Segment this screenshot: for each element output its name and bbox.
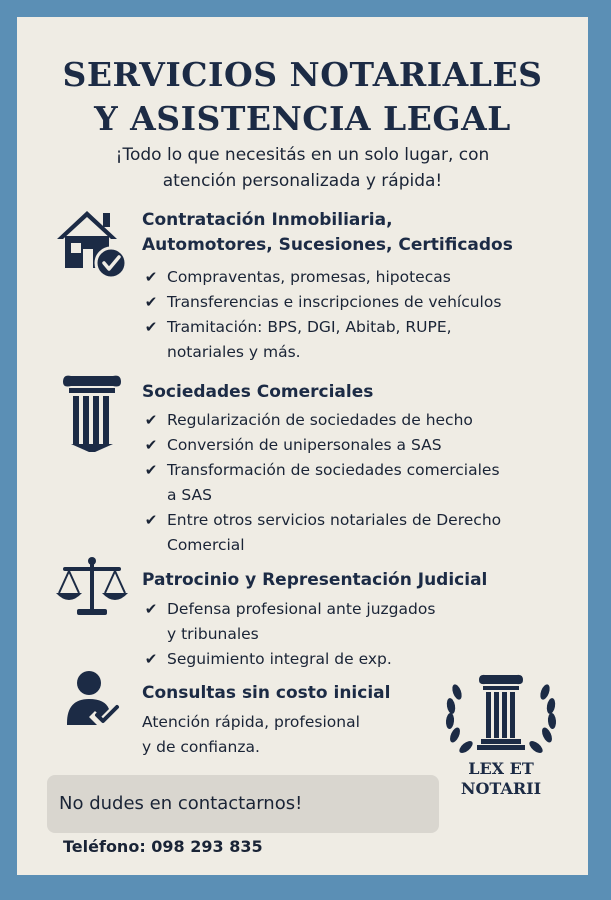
title-line-1: SERVICIOS NOTARIALES xyxy=(62,55,543,94)
check-icon: ✔ xyxy=(144,436,158,454)
item-list xyxy=(142,408,578,558)
list-item: ✔ Entre otros servicios notariales de Derecho Comercial xyxy=(142,508,578,558)
laurel-column-icon xyxy=(435,672,567,764)
logo-text: LEX ET NOTARII xyxy=(460,759,542,798)
check-icon: ✔ xyxy=(144,650,158,668)
subtitle-line-1: ¡Todo lo que necesitás en un solo lugar, con xyxy=(115,145,490,165)
list-item: ✔ Conversión de unipersonales a SAS xyxy=(142,433,578,458)
scales-icon xyxy=(55,555,129,617)
section-title: Consultas sin costo inicial xyxy=(142,683,391,703)
check-icon: ✔ xyxy=(144,318,158,336)
subtitle xyxy=(37,142,568,194)
list-item: ✔ Defensa profesional ante juzgados y tribunales xyxy=(142,597,578,647)
list-item: ✔ Transformación de sociedades comerciales a SAS xyxy=(142,458,578,508)
check-icon: ✔ xyxy=(144,293,158,311)
list-item: ✔ Compraventas, promesas, hipotecas xyxy=(142,265,578,290)
item-list xyxy=(142,265,578,365)
contact-banner xyxy=(47,775,439,833)
column-icon xyxy=(59,372,125,454)
section-title: Patrocinio y Representación Judicial xyxy=(142,570,488,590)
check-icon: ✔ xyxy=(144,268,158,286)
check-icon: ✔ xyxy=(144,511,158,529)
check-icon: ✔ xyxy=(144,600,158,618)
subtitle-line-2: atención personalizada y rápida! xyxy=(162,171,443,191)
page-title xyxy=(17,53,588,141)
section-description: Atención rápida, profesional y de confianza. xyxy=(142,713,360,756)
check-icon: ✔ xyxy=(144,461,158,479)
house-check-icon xyxy=(53,203,131,281)
contact-cta: No dudes en contactarnos! xyxy=(59,793,303,814)
list-item: ✔ Seguimiento integral de exp. xyxy=(142,647,578,672)
list-item: ✔ Regularización de sociedades de hecho xyxy=(142,408,578,433)
phone-number[interactable]: Teléfono: 098 293 835 xyxy=(63,837,263,856)
title-line-2: Y ASISTENCIA LEGAL xyxy=(94,99,511,138)
list-item: ✔ Tramitación: BPS, DGI, Abitab, RUPE, notariales y más. xyxy=(142,315,578,365)
section-title: Contratación Inmobiliaria, Automotores, Sucesiones, Certificados xyxy=(142,210,513,255)
list-item: ✔ Transferencias e inscripciones de vehículos xyxy=(142,290,578,315)
check-icon: ✔ xyxy=(144,411,158,429)
item-list xyxy=(142,597,578,672)
user-check-icon xyxy=(65,669,125,729)
section-title: Sociedades Comerciales xyxy=(142,382,374,402)
flyer-card xyxy=(17,17,588,875)
